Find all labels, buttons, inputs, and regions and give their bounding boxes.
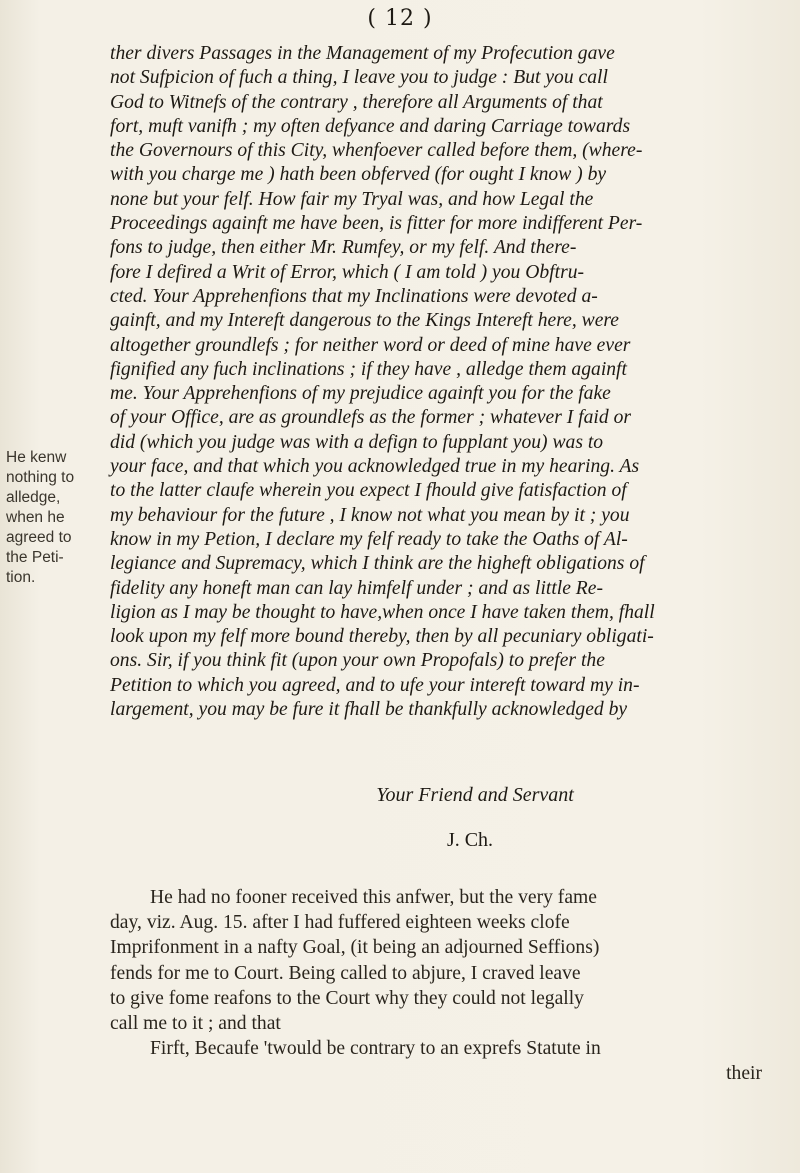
margin-note-line: alledge, [6, 489, 61, 506]
letter-line: altogether groundlefs ; for neither word or deed of mine have ever [110, 334, 631, 356]
letter-line: know in my Petion, I declare my felf ready to take the Oaths of Al- [110, 528, 628, 550]
letter-line: legiance and Supremacy, which I think are the higheft obligations of [110, 553, 645, 575]
margin-note-line: the Peti- [6, 549, 64, 566]
letter-line: none but your felf. How fair my Tryal was, and how Legal the [110, 188, 594, 210]
letter-line: Petition to which you agreed, and to ufe your intereft toward my in- [110, 674, 640, 696]
narrative-line: day, viz. Aug. 15. after I had fuffered eighteen weeks clofe [110, 912, 570, 934]
catchword: their [726, 1063, 762, 1085]
letter-line: gainft, and my Intereft dangerous to the Kings Intereft here, were [110, 310, 619, 332]
letter-line: Proceedings againft me have been, is fitter for more indifferent Per- [110, 213, 643, 235]
letter-line: with you charge me ) hath been obferved (for ought I know ) by [110, 164, 607, 186]
narrative-line: call me to it ; and that [110, 1013, 281, 1035]
letter-line: largement, you may be fure it fhall be thankfully acknowledged by [110, 699, 628, 721]
margin-note-line: agreed to [6, 529, 72, 546]
letter-line: fidelity any honeft man can lay himfelf under ; and as little Re- [110, 577, 604, 599]
letter-line: fore I defired a Writ of Error, which ( I am told ) you Obftru- [110, 261, 585, 283]
narrative-line: to give fome reafons to the Court why they could not legally [110, 987, 584, 1009]
letter-line: me. Your Apprehenfions of my prejudice againft you for the fake [110, 383, 611, 405]
letter-closing: Your Friend and Servant [376, 784, 574, 806]
narrative-body [110, 885, 782, 1087]
letter-line: my behaviour for the future , I know not what you mean by it ; you [110, 504, 630, 526]
letter-line: fignified any fuch inclinations ; if they have , alledge them againft [110, 358, 627, 380]
letter-line: ons. Sir, if you think fit (upon your own Propofals) to prefer the [110, 650, 605, 672]
letter-line: God to Witnefs of the contrary , therefore all Arguments of that [110, 91, 603, 113]
letter-line: of your Office, are as groundlefs as the former ; whatever I faid or [110, 407, 631, 429]
letter-line: the Governours of this City, whenfoever called before them, (where- [110, 140, 643, 162]
margin-note-line: when he [6, 509, 65, 526]
letter-line: fort, muft vanifh ; my often defyance and daring Carriage towards [110, 115, 631, 137]
margin-note-line: nothing to [6, 469, 75, 486]
letter-line: did (which you judge was with a defign to fupplant you) was to [110, 431, 604, 453]
letter-line: to the latter claufe wherein you expect I fhould give fatisfaction of [110, 480, 627, 502]
letter-line: ligion as I may be thought to have,when once I have taken them, fhall [110, 601, 655, 623]
letter-line: look upon my felf more bound thereby, then by all pecuniary obligati- [110, 626, 654, 648]
letter-line: ther divers Passages in the Management of my Profecution gave [110, 43, 615, 64]
letter-line: not Sufpicion of fuch a thing, I leave you to judge : But you call [110, 67, 608, 89]
margin-note [6, 448, 102, 588]
margin-note-line: tion. [6, 569, 36, 586]
narrative-line: Firft, Becaufe 'twould be contrary to an exprefs Statute in [150, 1038, 601, 1060]
letter-signature: J. Ch. [446, 829, 494, 851]
letter-line: your face, and that which you acknowledged true in my hearing. As [110, 456, 640, 478]
page-number: ( 12 ) [367, 6, 433, 31]
margin-note-line: He kenw [6, 449, 67, 466]
narrative-line: Imprifonment in a nafty Goal, (it being an adjourned Seffions) [110, 937, 600, 959]
letter-line: fons to judge, then either Mr. Rumfey, or my felf. And there- [110, 237, 577, 259]
letter-line: cted. Your Apprehenfions that my Inclinations were devoted a- [110, 285, 598, 307]
narrative-line: fends for me to Court. Being called to abjure, I craved leave [110, 962, 581, 984]
narrative-line: He had no fooner received this anfwer, but the very fame [150, 887, 597, 908]
letter-body [110, 42, 782, 722]
